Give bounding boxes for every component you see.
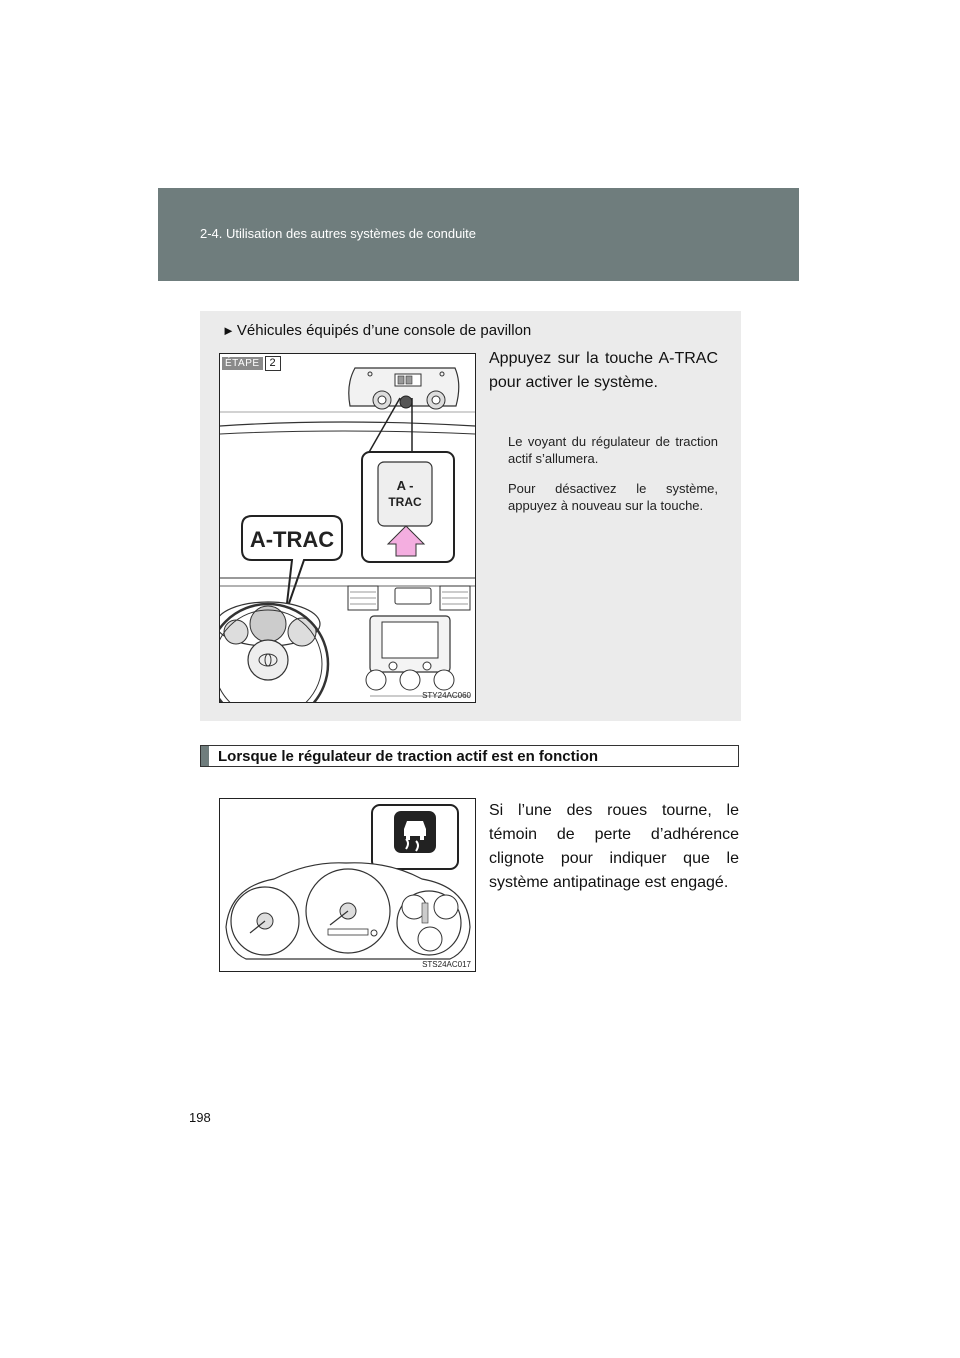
heading-accent-bar xyxy=(201,746,209,766)
step-badge xyxy=(222,356,281,371)
cluster-illustration xyxy=(220,799,475,971)
figure-slip-indicator xyxy=(219,798,476,972)
instrument-cluster-icon xyxy=(226,863,470,959)
button-line1: A - xyxy=(396,478,414,493)
step-label: ÉTAPE xyxy=(222,357,263,370)
callout-label: A-TRAC xyxy=(249,527,335,552)
step-number: 2 xyxy=(265,356,281,371)
section-breadcrumb: 2-4. Utilisation des autres systèmes de conduite xyxy=(200,226,477,241)
section-heading xyxy=(200,745,739,767)
slip-indicator-icon xyxy=(394,811,436,853)
figure-code: STS24AC017 xyxy=(422,960,471,969)
note-indicator-on: Le voyant du régulateur de traction actif s’allumera. xyxy=(508,434,718,466)
section-heading-text: Lorsque le régulateur de traction actif est en fonction xyxy=(218,748,599,765)
note-deactivate: Pour désactivez le système, appuyez à nouveau sur la touche. xyxy=(508,481,718,513)
figure-atrac-switch xyxy=(219,353,476,703)
figure-code: STY24AC060 xyxy=(422,691,471,700)
panel-title-text: Véhicules équipés d’une console de pavillon xyxy=(236,322,532,339)
section-body-text: Si l’une des roues tourne, le témoin de perte d’adhérence clignote pour indiquer que le système antipatinage est engagé. xyxy=(489,802,739,891)
page-number: 198 xyxy=(189,1110,211,1125)
triangle-bullet-icon: ► xyxy=(222,323,235,338)
page-header xyxy=(158,188,799,281)
button-line2: TRAC xyxy=(388,495,422,509)
instruction-text: Appuyez sur la touche A-TRAC pour activer le système. xyxy=(489,350,718,391)
atrac-illustration xyxy=(220,354,475,702)
roof-console-icon xyxy=(349,368,459,409)
panel-title xyxy=(222,322,531,339)
